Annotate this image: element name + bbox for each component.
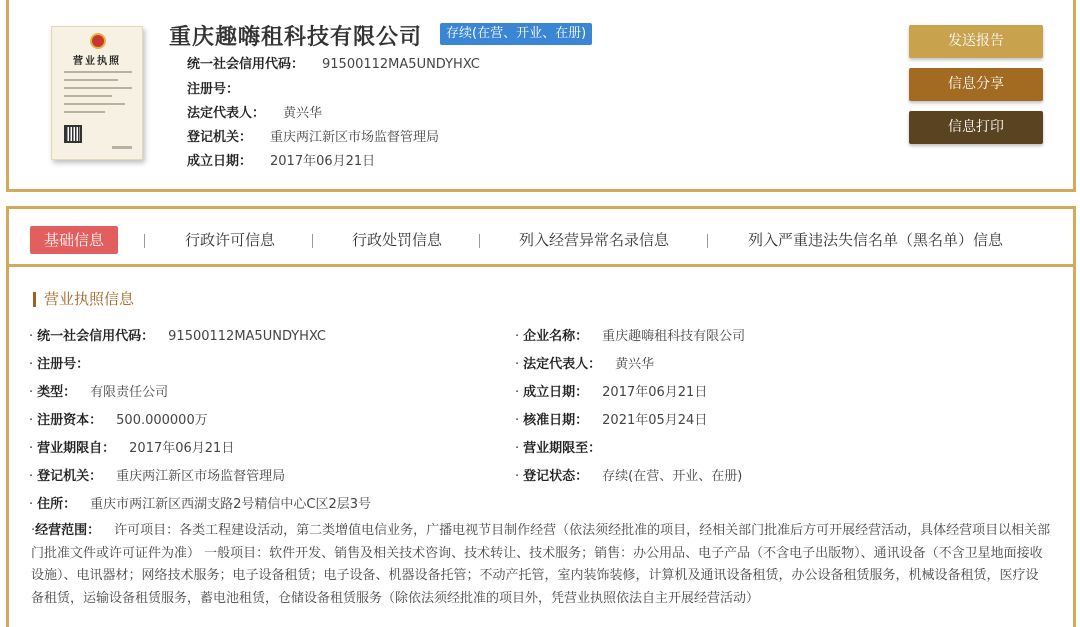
- header-reg-no-row: [187, 78, 257, 97]
- tab-admin-penalty[interactable]: 行政处罚信息: [352, 231, 443, 249]
- header-legal-rep-value: 黄兴华: [283, 106, 323, 121]
- header-founded-row: [187, 150, 375, 169]
- field-address: [29, 493, 371, 512]
- field-credit-code: [29, 325, 326, 344]
- field-company-name: [515, 325, 745, 344]
- field-value: 2017年06月21日: [602, 385, 708, 400]
- bullet: ·: [515, 413, 520, 428]
- company-detail-card: [6, 206, 1076, 627]
- field-value: 91500112MA5UNDYHXC: [168, 329, 326, 344]
- bullet: ·: [29, 413, 34, 428]
- field-label: 核准日期：: [523, 413, 589, 428]
- header-authority-label: 登记机关：: [187, 130, 253, 145]
- field-term-to: [515, 437, 615, 456]
- company-name: 重庆趣嗨租科技有限公司: [169, 24, 423, 50]
- field-value: 存续(在营、开业、在册): [602, 469, 743, 484]
- bullet: ·: [515, 329, 520, 344]
- field-label: 经营范围：: [35, 523, 101, 538]
- field-value: 2017年06月21日: [129, 441, 235, 456]
- field-type: [29, 381, 168, 400]
- header-legal-rep-row: [187, 102, 322, 121]
- field-label: 注册号：: [37, 357, 90, 372]
- field-label: 成立日期：: [523, 385, 589, 400]
- header-credit-code-label: 统一社会信用代码：: [187, 57, 305, 72]
- tab-separator: [144, 234, 145, 248]
- bullet: ·: [29, 497, 34, 512]
- field-label: 统一社会信用代码：: [37, 329, 155, 344]
- field-label: 登记机关：: [37, 469, 103, 484]
- field-label: 注册资本：: [37, 413, 103, 428]
- field-term-from: [29, 437, 234, 456]
- bullet: ·: [29, 441, 34, 456]
- header-legal-rep-label: 法定代表人：: [187, 106, 266, 121]
- qr-code-icon: [64, 125, 82, 143]
- tab-separator: [707, 234, 708, 248]
- field-value: 重庆市两江新区西湖支路2号精信中心C区2层3号: [90, 497, 372, 512]
- bullet: ·: [29, 385, 34, 400]
- company-header-card: [6, 0, 1076, 192]
- field-label: 类型：: [37, 385, 77, 400]
- field-business-scope: [31, 520, 1051, 610]
- field-founded: [515, 381, 707, 400]
- bullet: ·: [515, 469, 520, 484]
- field-label: 企业名称：: [523, 329, 589, 344]
- bullet: ·: [29, 469, 34, 484]
- section-title: 营业执照信息: [33, 292, 134, 307]
- field-value: 2021年05月24日: [602, 413, 708, 428]
- print-info-button[interactable]: 信息打印: [909, 111, 1043, 144]
- field-label: 营业期限自：: [37, 441, 116, 456]
- field-value: 重庆趣嗨租科技有限公司: [602, 329, 746, 344]
- license-seal-line: [112, 146, 132, 149]
- field-reg-status: [515, 465, 742, 484]
- field-legal-rep: [515, 353, 654, 372]
- header-credit-code-value: 91500112MA5UNDYHXC: [322, 57, 480, 72]
- field-reg-capital: [29, 409, 208, 428]
- send-report-button[interactable]: 发送报告: [909, 25, 1043, 58]
- business-scope-text: 许可项目：各类工程建设活动，第二类增值电信业务，广播电视节目制作经营（依法须经批准的项目，经相关部门批准后方可开展经营活动，具体经营项目以相关部门批准文件或许可证件为准） 一般项目：软件开发、销售及相关技术咨询、技术转让、技术服务；销售：办公用品、电子产品（不含电子出版物）、通讯设备（不含卫星地面接收设施）、电讯器材；网络技术服务；电子设备租赁；电子设备、机器设备托管；不动产托管，室内装饰装修，计算机及通讯设备租赁，办公设备租赁服务，机械设备租赁，医疗设备租赁，运输设备租赁服务，蓄电池租赁，仓储设备租赁服务（除依法须经批准的项目外，凭营业执照依法自主开展经营活动）: [31, 523, 1051, 606]
- tab-admin-license[interactable]: 行政许可信息: [185, 231, 276, 249]
- header-authority-row: [187, 126, 439, 145]
- field-value: 500.000000万: [116, 413, 208, 428]
- field-authority: [29, 465, 285, 484]
- field-approval-date: [515, 409, 707, 428]
- bullet: ·: [515, 385, 520, 400]
- bullet: ·: [29, 357, 34, 372]
- tab-separator: [312, 234, 313, 248]
- header-founded-label: 成立日期：: [187, 154, 253, 169]
- license-title: 营业执照: [73, 56, 121, 67]
- header-founded-value: 2017年06月21日: [270, 154, 376, 169]
- field-label: 营业期限至：: [523, 441, 602, 456]
- field-value: 重庆两江新区市场监督管理局: [116, 469, 286, 484]
- bullet: ·: [515, 357, 520, 372]
- tab-abnormal-operation[interactable]: 列入经营异常名录信息: [519, 231, 670, 249]
- national-emblem-icon: [90, 33, 106, 49]
- tab-blacklist[interactable]: 列入严重违法失信名单（黑名单）信息: [748, 231, 1004, 249]
- bullet: ·: [29, 329, 34, 344]
- field-label: 住所：: [37, 497, 77, 512]
- field-value: 有限责任公司: [90, 385, 169, 400]
- bullet: ·: [515, 441, 520, 456]
- field-label: 登记状态：: [523, 469, 589, 484]
- business-license-thumbnail[interactable]: [51, 26, 143, 160]
- info-tab-bar: [9, 209, 1073, 267]
- tab-basic-info[interactable]: 基础信息: [30, 226, 118, 254]
- header-credit-code-row: [187, 53, 480, 72]
- status-badge: 存续(在营、开业、在册): [440, 23, 592, 45]
- header-authority-value: 重庆两江新区市场监督管理局: [270, 130, 440, 145]
- field-value: 黄兴华: [615, 357, 655, 372]
- license-text-lines: [64, 71, 132, 119]
- share-info-button[interactable]: 信息分享: [909, 68, 1043, 101]
- bullet: ·: [31, 523, 36, 538]
- field-label: 法定代表人：: [523, 357, 602, 372]
- tab-separator: [479, 234, 480, 248]
- field-reg-no: [29, 353, 103, 372]
- header-reg-no-label: 注册号：: [187, 82, 240, 97]
